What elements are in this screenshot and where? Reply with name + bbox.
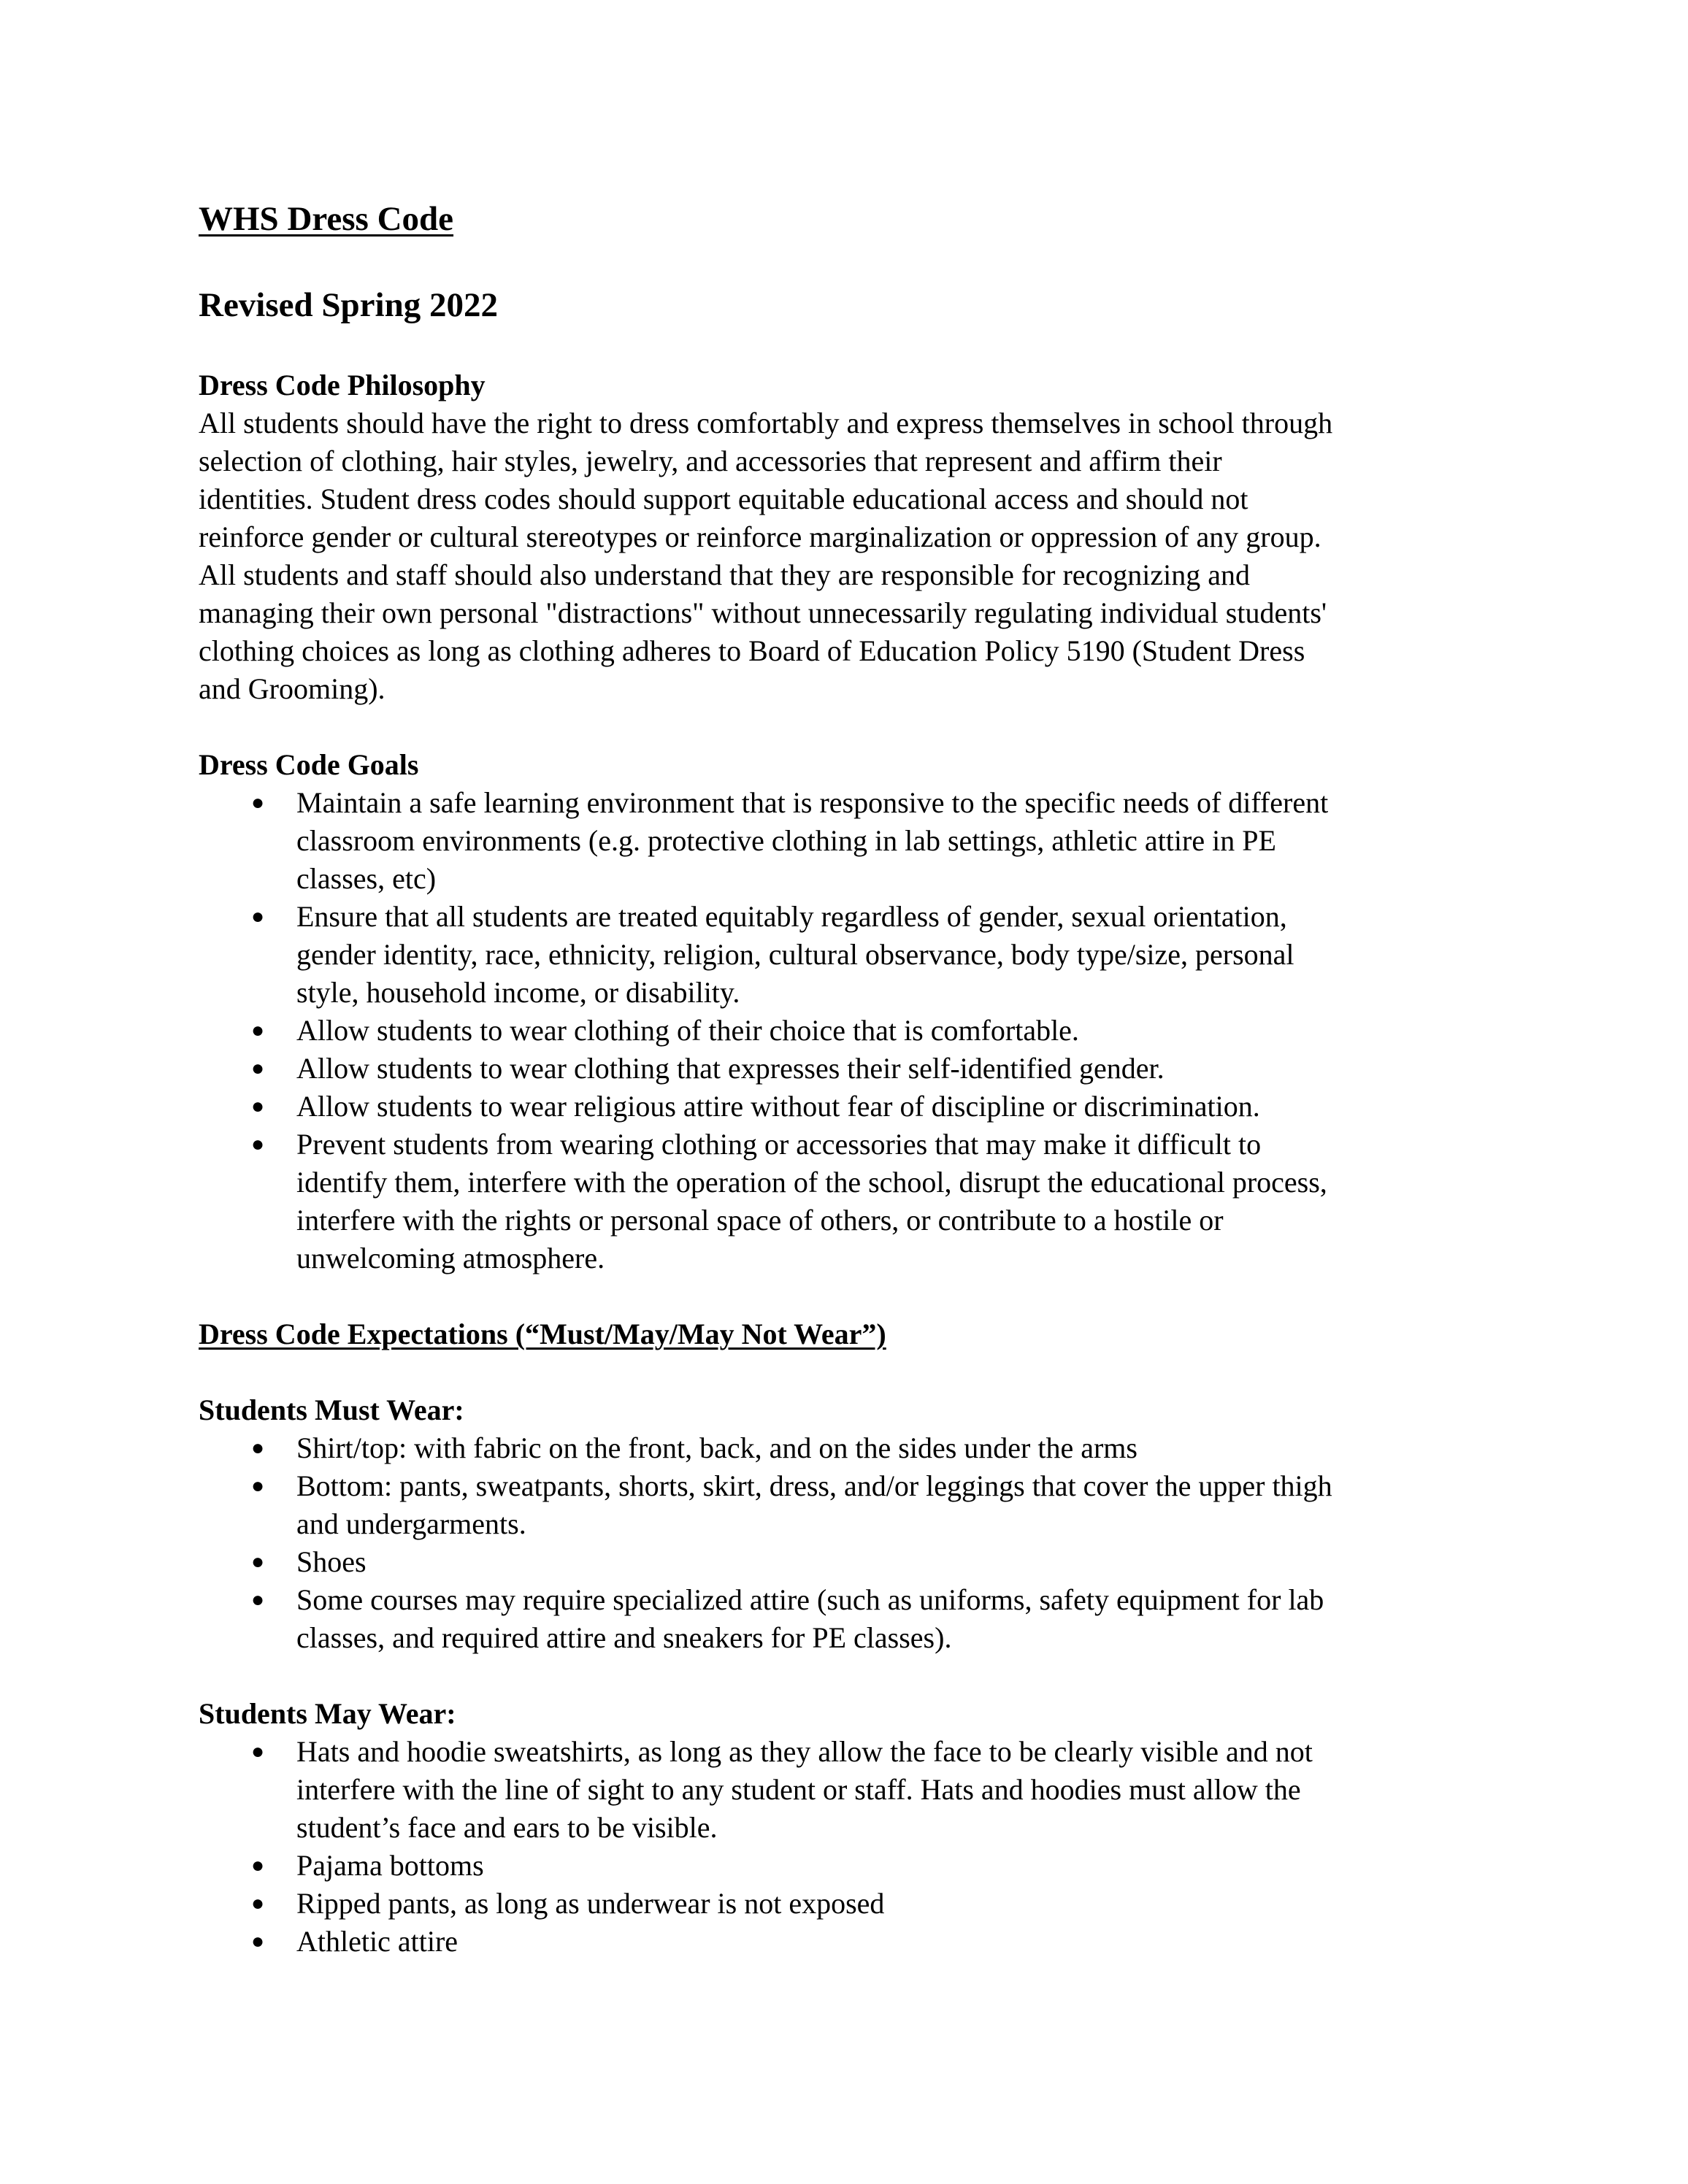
philosophy-line: All students should have the right to dress comfortably and express themselves in school through [199,407,1333,439]
bullet-icon: ● [250,1132,265,1156]
list-item: ● Shoes [199,1543,1498,1581]
bullet-icon: ● [250,1853,265,1877]
list-item: ● Allow students to wear religious attire without fear of discipline or discrimination. [199,1088,1498,1126]
bullet-icon: ● [250,1094,265,1118]
must-wear-heading: Students Must Wear: [199,1393,464,1426]
document-title: WHS Dress Code [199,200,454,238]
bullet-icon: ● [250,1929,265,1953]
list-item: ● Shirt/top: with fabric on the front, back, and on the sides under the arms [199,1429,1498,1467]
philosophy-heading: Dress Code Philosophy [199,369,486,401]
bullet-icon: ● [250,1739,265,1764]
bullet-icon: ● [250,1550,265,1574]
must-wear-list [199,1429,1498,1657]
bullet-icon: ● [250,791,265,815]
philosophy-paragraph [199,404,1498,708]
expectations-heading: Dress Code Expectations (“Must/May/May Not Wear”) [199,1318,886,1350]
philosophy-line: All students and staff should also understand that they are responsible for recognizing and [199,558,1251,591]
philosophy-line: selection of clothing, hair styles, jewelry, and accessories that represent and affirm their [199,445,1222,477]
list-item: ● Maintain a safe learning environment that is responsive to the specific needs of different classroom environments (e.g. protective clothing in lab settings, athletic attire in PE classes, etc) [199,784,1498,898]
may-wear-heading: Students May Wear: [199,1697,456,1730]
list-item: ● Allow students to wear clothing that expresses their self-identified gender. [199,1050,1498,1088]
list-item: ● Pajama bottoms [199,1847,1498,1885]
bullet-icon: ● [250,1474,265,1498]
bullet-icon: ● [250,1056,265,1080]
bullet-icon: ● [250,1018,265,1042]
list-item: ● Ripped pants, as long as underwear is not exposed [199,1885,1498,1923]
list-item: ● Athletic attire [199,1923,1498,1961]
goals-heading: Dress Code Goals [199,748,419,781]
philosophy-line: clothing choices as long as clothing adheres to Board of Education Policy 5190 (Student Dress [199,634,1305,667]
document-subtitle: Revised Spring 2022 [199,286,498,324]
philosophy-line: identities. Student dress codes should support equitable educational access and should not [199,482,1248,515]
list-item: ● Prevent students from wearing clothing or accessories that may make it difficult to identify them, interfere with the operation of the school, disrupt the educational process, interfere with the rights or personal space of others, or contribute to a hostile or unwelcoming atmosphere. [199,1126,1498,1277]
document-page [199,197,1498,1961]
list-item: ● Ensure that all students are treated equitably regardless of gender, sexual orientation, gender identity, race, ethnicity, religion, cultural observance, body type/size, personal style, household income, or disability. [199,898,1498,1012]
bullet-icon: ● [250,1891,265,1915]
bullet-icon: ● [250,904,265,928]
philosophy-line: and Grooming). [199,672,385,705]
list-item: ● Hats and hoodie sweatshirts, as long as they allow the face to be clearly visible and not interfere with the line of sight to any student or staff. Hats and hoodies must allow the student’s face and ears to be visible. [199,1733,1498,1847]
bullet-icon: ● [250,1588,265,1612]
list-item: ● Allow students to wear clothing of their choice that is comfortable. [199,1012,1498,1050]
list-item: ● Bottom: pants, sweatpants, shorts, skirt, dress, and/or leggings that cover the upper thigh and undergarments. [199,1467,1498,1543]
philosophy-line: reinforce gender or cultural stereotypes or reinforce marginalization or oppression of any group. [199,520,1321,553]
goals-list [199,784,1498,1277]
philosophy-line: managing their own personal "distractions" without unnecessarily regulating individual students' [199,596,1327,629]
bullet-icon: ● [250,1436,265,1460]
list-item: ● Some courses may require specialized attire (such as uniforms, safety equipment for lab classes, and required attire and sneakers for PE classes). [199,1581,1498,1657]
may-wear-list [199,1733,1498,1961]
